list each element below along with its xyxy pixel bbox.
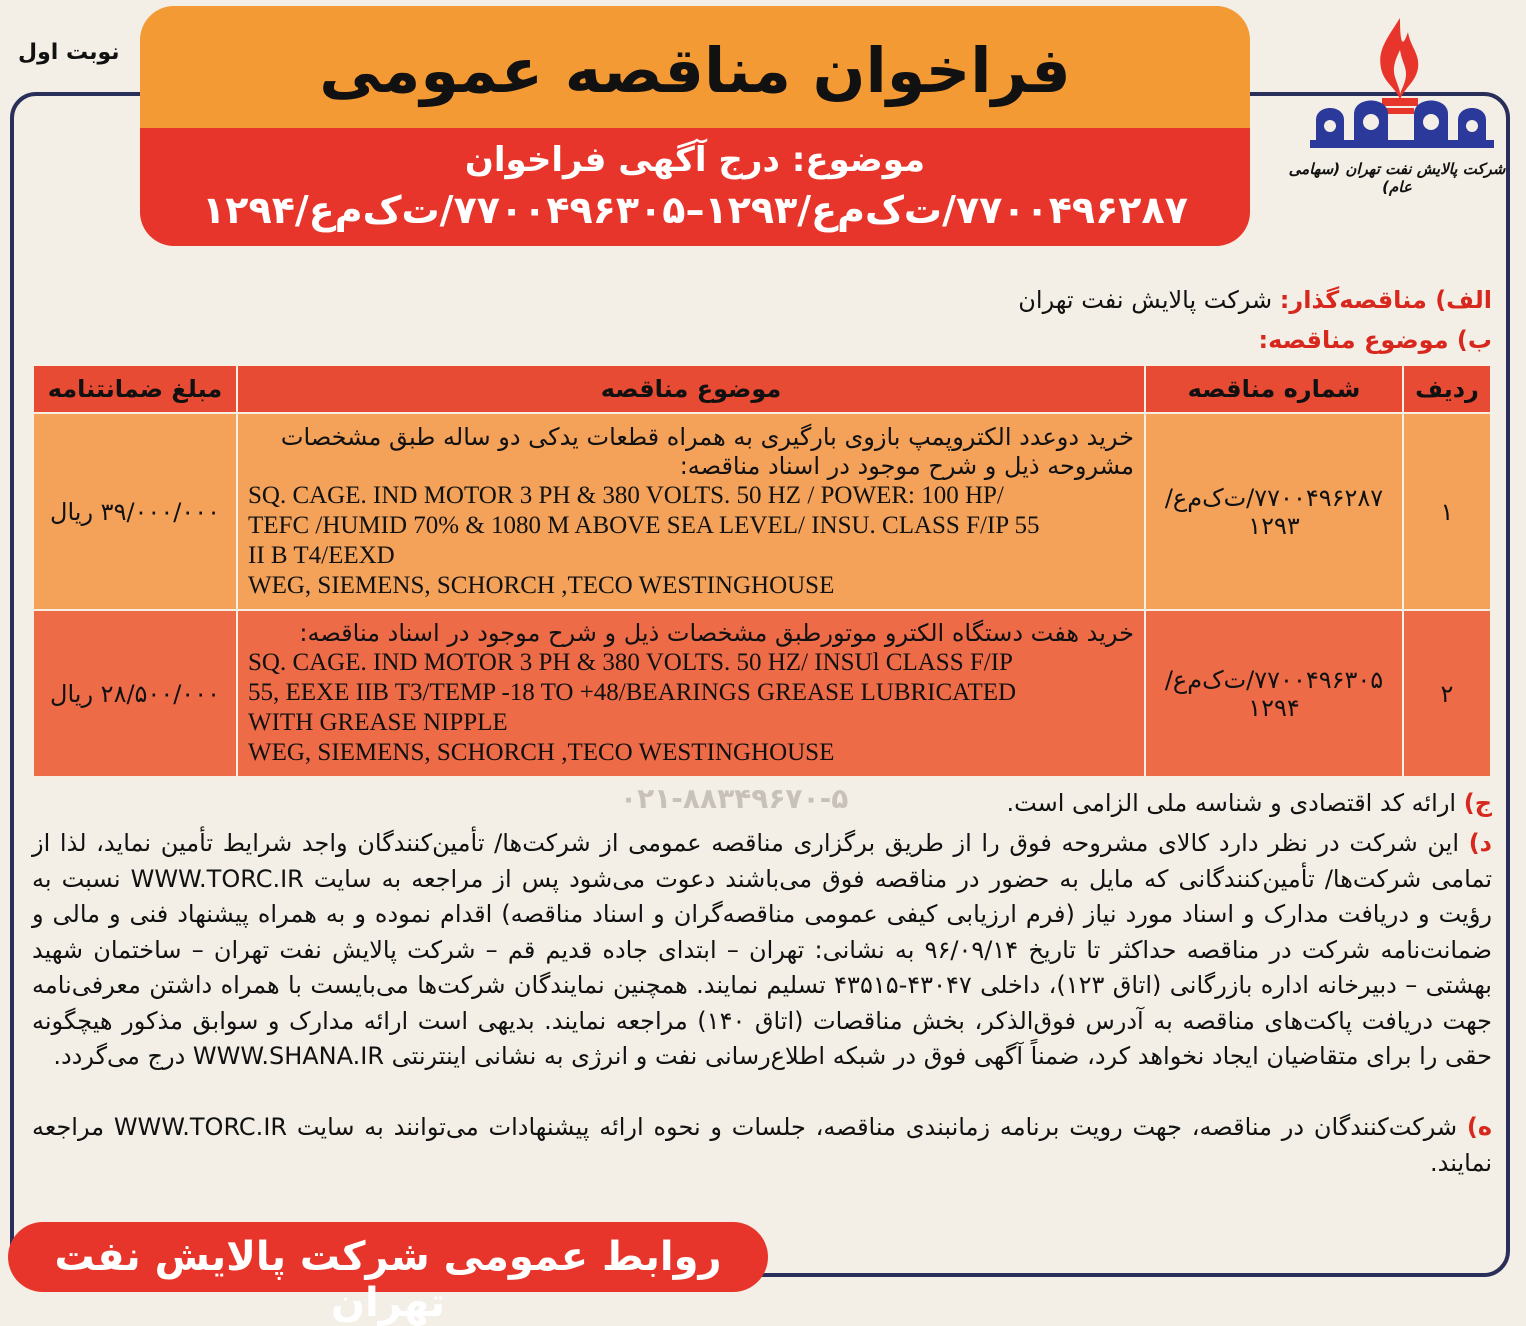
- row-index: ۲: [1403, 610, 1491, 777]
- row-subject: [237, 413, 1145, 610]
- footer-text: روابط عمومی شرکت پالایش نفت تهران: [54, 1234, 722, 1326]
- section-d: [32, 826, 1492, 1075]
- row-guarantee-amount: ۲۸/۵۰۰/۰۰۰ ریال: [33, 610, 237, 777]
- section-e: [32, 1110, 1492, 1181]
- phone-watermark: ۰۲۱-۸۸۳۴۹۶۷۰-۵: [620, 782, 849, 815]
- table-row: [33, 610, 1491, 777]
- section-a-value: شرکت پالایش نفت تهران: [1018, 286, 1273, 314]
- row-guarantee-amount: ۳۹/۰۰۰/۰۰۰ ریال: [33, 413, 237, 610]
- table-header-row: [33, 365, 1491, 413]
- row-subject-en-line: 55, EEXE IIB T3/TEMP -18 TO +48/BEARINGS GREASE LUBRICATED: [248, 679, 1017, 707]
- row-subject-en-line: SQ. CAGE. IND MOTOR 3 PH & 380 VOLTS. 50 HZ / POWER: 100 HP/: [248, 481, 1004, 509]
- section-e-label: ه): [1466, 1113, 1492, 1141]
- section-c: [32, 786, 1492, 822]
- section-c-label: ج): [1463, 789, 1492, 817]
- section-b-label: ب) موضوع مناقصه:: [1258, 326, 1492, 354]
- row-subject-en-line: WEG, SIEMENS, SCHORCH ,TECO WESTINGHOUSE: [248, 739, 835, 767]
- section-d-text: این شرکت در نظر دارد کالای مشروحه فوق را از طریق برگزاری مناقصه عمومی از شرکت‌ها/ تأمین‌کنندگان واجد شرایط تأمین نماید، لذا از تمامی شرکت‌ها/ تأمین‌کنندگانی که مایل به حضور در مناقصه فوق می‌باشند دعوت می‌شود پس از مراجعه به سایت WWW.TORC.IR نسبت به رؤیت و دریافت مدارک و اسناد مورد نیاز (فرم ارزیابی کیفی عمومی مناقصه‌گران و اسناد مناقصه) اقدام نموده و به همراه پیشنهاد فنی و مالی و ضمانت‌نامه شرکت در مناقصه حداکثر تا تاریخ ۹۶/۰۹/۱۴ به نشانی: تهران – ابتدای جاده قدیم قم – شرکت پالایش نفت تهران – ساختمان شهید بهشتی – دبیرخانه اداره بازرگانی (اتاق ۱۲۳)، داخلی ۴۳۰۴۷-۴۳۵۱۵ تسلیم نمایند. همچنین نمایندگان شرکت‌ها می‌بایست با همراه داشتن معرفی‌نامه جهت دریافت پاکت‌های مناقصه به آدرس فوق‌الذکر، بخش مناقصات (اتاق ۱۴۰) مراجعه نمایند. بدیهی است ارائه مدارک و سوابق مذکور هیچگونه حقی را برای متقاضیان ایجاد نخواهد کرد، ضمناً آگهی فوق در شبکه اطلاع‌رسانی نفت و انرژی به نشانی اینترنتی WWW.SHANA.IR درج می‌گردد.: [32, 829, 1493, 1070]
- row-index: ۱: [1403, 413, 1491, 610]
- row-subject-en-line: II B T4/EEXD: [248, 541, 395, 569]
- section-d-label: د): [1468, 829, 1492, 857]
- logo-caption: شرکت پالایش نفت تهران (سهامی عام): [1288, 160, 1506, 196]
- row-subject-en-line: SQ. CAGE. IND MOTOR 3 PH & 380 VOLTS. 50 HZ/ INSUl CLASS F/IP: [248, 649, 1013, 677]
- row-tender-number: ۷۷۰۰۴۹۶۲۸۷/ت‌ک‌م‌ع/۱۲۹۳: [1145, 413, 1403, 610]
- header-guarantee-amount: مبلغ ضمانتنامه: [33, 365, 237, 413]
- row-subject-en-line: TEFC /HUMID 70% & 1080 M ABOVE SEA LEVEL/ INSU. CLASS F/IP 55: [248, 511, 1040, 539]
- header-tender-numbers: ۷۷۰۰۴۹۶۲۸۷/ت‌ک‌م‌ع/۱۲۹۳–۷۷۰۰۴۹۶۳۰۵/ت‌ک‌م‌ع/۱۲۹۴: [202, 188, 1188, 232]
- section-a-label: الف) مناقصه‌گذار:: [1279, 286, 1492, 314]
- section-a: [1018, 286, 1492, 314]
- section-e-text: شرکت‌کنندگان در مناقصه، جهت رویت برنامه زمانبندی مناقصه، جلسات و نحوه ارائه پیشنهادات می‌توانند به سایت WWW.TORC.IR مراجعه نمایند.: [32, 1113, 1492, 1177]
- header-tender-number: شماره مناقصه: [1145, 365, 1403, 413]
- row-subject-en-line: WITH GREASE NIPPLE: [248, 709, 508, 737]
- header-subject: موضوع: درج آگهی فراخوان: [464, 140, 926, 180]
- row-subject: [237, 610, 1145, 777]
- section-c-text: ارائه کد اقتصادی و شناسه ملی الزامی است.: [1006, 789, 1457, 817]
- section-b: [1258, 326, 1492, 354]
- row-subject-fa: خرید دوعدد الکتروپمپ بازوی بارگیری به همراه قطعات یدکی دو ساله طبق مشخصات مشروحه ذیل و شرح موجود در اسناد مناقصه:: [280, 422, 1134, 480]
- publication-round-label: نوبت اول: [18, 40, 120, 65]
- header-row-index: ردیف: [1403, 365, 1491, 413]
- row-subject-fa: خرید هفت دستگاه الکترو موتورطبق مشخصات ذیل و شرح موجود در اسناد مناقصه:: [299, 619, 1134, 648]
- row-tender-number: ۷۷۰۰۴۹۶۳۰۵/ت‌ک‌م‌ع/۱۲۹۴: [1145, 610, 1403, 777]
- row-subject-en-line: WEG, SIEMENS, SCHORCH ,TECO WESTINGHOUSE: [248, 571, 835, 599]
- table-row: [33, 413, 1491, 610]
- tender-table: [32, 364, 1492, 778]
- header-tender-subject: موضوع مناقصه: [237, 365, 1145, 413]
- page-title: فراخوان مناقصه عمومی: [319, 34, 1071, 107]
